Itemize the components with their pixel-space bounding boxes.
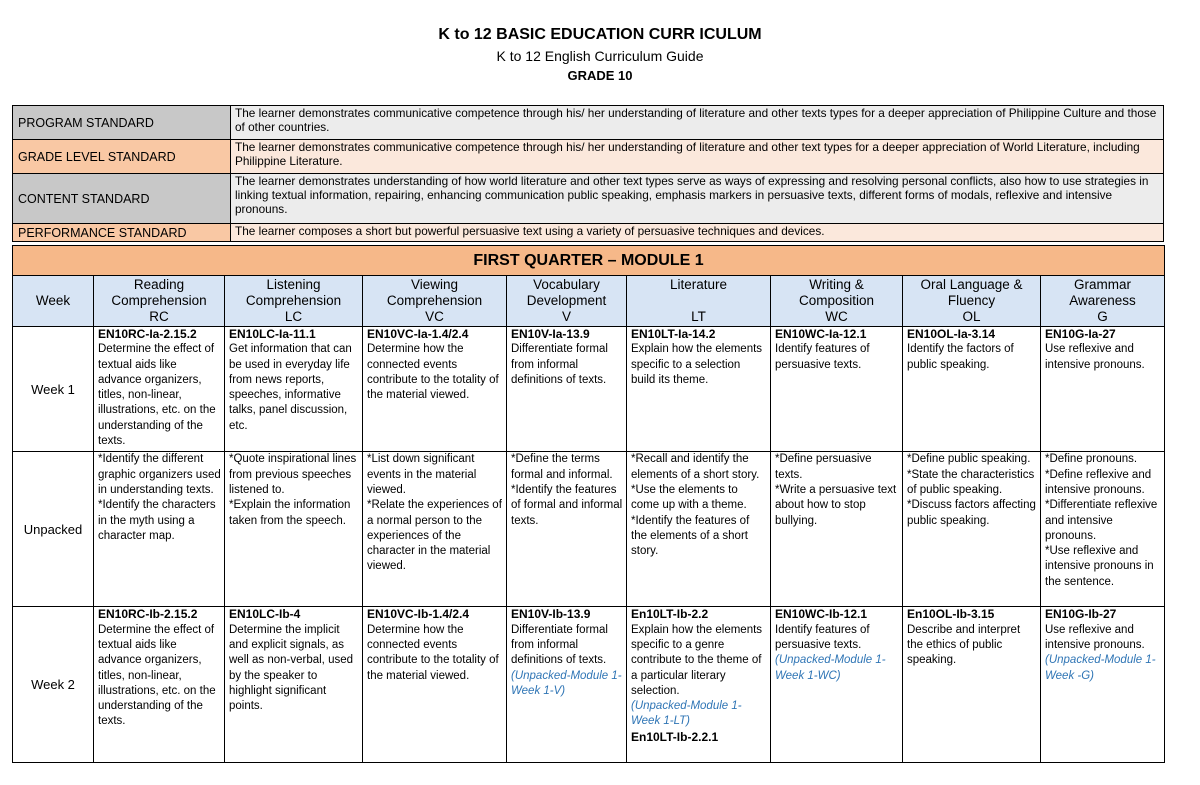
unpacked-item: *Define reflexive and intensive pronouns.: [1045, 468, 1152, 496]
cell-ol: [903, 327, 1041, 452]
header-abbr: LT: [691, 309, 706, 324]
competency-text: Differentiate formal from informal definitions of texts.: [511, 343, 608, 386]
cell-lt: [627, 327, 771, 452]
cell-v: [507, 327, 627, 452]
unpacked-item: *Recall and identify the elements of a short story.: [631, 453, 760, 481]
header-line: [629, 293, 768, 309]
header-line: Viewing: [410, 277, 459, 292]
cell-vc: [363, 607, 507, 763]
unpacked-item: *Define public speaking.: [907, 453, 1031, 466]
competency-text: Determine the effect of textual aids like advance organizers, titles, non-linear, illustrations, etc. on the understanding of the texts.: [98, 623, 216, 728]
unpacked-item: *Define pronouns.: [1045, 453, 1138, 466]
competency-code: En10OL-Ib-3.15: [907, 607, 995, 622]
performance-standard-text: The learner composes a short but powerful persuasive text using a variety of persuasive techniques and devices.: [231, 224, 1164, 242]
competency-code-secondary: En10LT-Ib-2.2.1: [631, 729, 719, 744]
header-abbr: V: [561, 309, 571, 324]
header-line: Listening: [266, 277, 321, 292]
competency-code: EN10LT-Ia-14.2: [631, 327, 716, 341]
unpacked-item: *Explain the information taken from the speech.: [229, 499, 351, 527]
header-line: Oral Language &: [920, 277, 1023, 292]
column-header-lc: [225, 276, 363, 327]
cell-v: [507, 452, 627, 607]
program-standard-label: PROGRAM STANDARD: [13, 106, 231, 140]
cell-vc: [363, 452, 507, 607]
header-line: Fluency: [947, 293, 996, 308]
competency-text: Use reflexive and intensive pronouns.: [1045, 343, 1145, 371]
competency-code: En10LT-Ib-2.2: [631, 607, 709, 622]
column-header-g: [1041, 276, 1165, 327]
competency-code: EN10RC-Ib-2.15.2: [98, 607, 198, 622]
header-line: Grammar: [1074, 277, 1132, 292]
unpacked-item: *Relate the experiences of a normal person to the experiences of the character in the material viewed.: [367, 499, 502, 573]
cell-v: [507, 607, 627, 763]
column-header-v: [507, 276, 627, 327]
competency-code: EN10V-Ib-13.9: [511, 607, 591, 622]
competency-code: EN10V-Ia-13.9: [511, 327, 590, 341]
table-row-week-1: [13, 327, 1165, 452]
cell-vc: [363, 327, 507, 452]
column-header-week: Week: [13, 276, 94, 327]
cell-lt: [627, 607, 771, 763]
cell-rc: [94, 327, 225, 452]
cell-g: [1041, 607, 1165, 763]
header-abbr: G: [1097, 309, 1108, 324]
cell-lc: [225, 607, 363, 763]
table-row-week-2: [13, 607, 1165, 763]
competency-text: Use reflexive and intensive pronouns.: [1045, 623, 1145, 651]
cell-g: [1041, 452, 1165, 607]
header-abbr: LC: [284, 309, 303, 324]
competency-text: Differentiate formal from informal definitions of texts.: [511, 623, 608, 667]
performance-standard-label: PERFORMANCE STANDARD: [13, 224, 231, 242]
competency-text: Explain how the elements specific to a genre contribute to the theme of a particular literary selection.: [631, 623, 763, 697]
standards-table: [12, 105, 1164, 242]
header-line: Writing &: [809, 277, 864, 292]
document-title: K to 12 BASIC EDUCATION CURR ICULUM: [438, 26, 762, 43]
header-line: Comprehension: [111, 293, 207, 308]
competency-code: EN10OL-Ia-3.14: [907, 327, 996, 341]
header-line: Comprehension: [386, 293, 483, 308]
unpacked-item: *Use reflexive and intensive pronouns in the sentence.: [1045, 545, 1154, 588]
cell-ol: [903, 607, 1041, 763]
header-line: Composition: [798, 293, 875, 308]
unpacked-item: *Identify the features of formal and informal texts.: [511, 483, 623, 527]
header-line: Development: [526, 293, 607, 308]
competency-text: Identify features of persuasive texts.: [775, 623, 870, 651]
unpacked-item: *Define persuasive texts.: [775, 453, 872, 481]
unpacked-reference-link: (Unpacked-Module 1-Week 1-LT): [631, 700, 742, 728]
week-label: Unpacked: [13, 452, 94, 607]
competency-code: EN10G-Ib-27: [1045, 607, 1117, 622]
unpacked-item: *Identify the characters in the myth using a character map.: [98, 499, 216, 542]
competency-text: Identify features of persuasive texts.: [775, 343, 870, 371]
cell-lt: [627, 452, 771, 607]
unpacked-item: *Quote inspirational lines from previous speeches listened to.: [229, 453, 357, 496]
content-standard-label: CONTENT STANDARD: [13, 174, 231, 224]
week-label: Week 2: [13, 607, 94, 763]
unpacked-reference-link: (Unpacked-Module 1-Week -G): [1045, 654, 1156, 682]
unpacked-reference-link: (Unpacked-Module 1-Week 1-WC): [775, 654, 886, 682]
competency-code: EN10RC-Ia-2.15.2: [98, 327, 197, 341]
competency-code: EN10VC-Ib-1.4/2.4: [367, 607, 470, 622]
competency-text: Determine how the connected events contribute to the totality of the material viewed.: [367, 623, 499, 682]
unpacked-reference-link: (Unpacked-Module 1-Week 1-V): [511, 669, 622, 697]
unpacked-item: *List down significant events in the material viewed.: [367, 453, 477, 496]
competency-text: Get information that can be used in everyday life from news reports, speeches, informative talks, panel discussion, etc.: [229, 343, 352, 432]
column-header-wc: [771, 276, 903, 327]
column-header-vc: [363, 276, 507, 327]
competency-code: EN10WC-Ia-12.1: [775, 327, 867, 341]
column-header-lt: [627, 276, 771, 327]
grade-label: GRADE 10: [567, 68, 633, 83]
unpacked-item: *Discuss factors affecting public speaking.: [907, 499, 1036, 527]
column-header-rc: [94, 276, 225, 327]
competency-text: Determine the implicit and explicit signals, as well as non-verbal, used by the speaker to highlight significant points.: [229, 623, 354, 713]
unpacked-item: *Write a persuasive text about how to stop bullying.: [775, 483, 897, 527]
grade-level-standard-text: The learner demonstrates communicative competence through his/ her understanding of literature and other text types for a deeper appreciation of World Literature, including Philippine Literature.: [231, 140, 1164, 174]
header-abbr: RC: [149, 309, 169, 324]
unpacked-item: *Use the elements to come up with a theme.: [631, 483, 747, 512]
content-standard-text: The learner demonstrates understanding of how world literature and other text types serve as ways of expressing and resolving personal conflicts, also how to use strategies in linking textual information, repairing, enhancing communication public speaking, emphasis markers in persuasive texts, different forms of modals, reflexive and intensive pronouns.: [231, 174, 1164, 224]
competencies-table: [12, 245, 1165, 763]
competency-text: Describe and interpret the ethics of public speaking.: [907, 623, 1021, 667]
competency-text: Identify the factors of public speaking.: [907, 343, 1014, 371]
header-line: Literature: [669, 277, 728, 292]
document-subtitle: K to 12 English Curriculum Guide: [496, 48, 704, 64]
program-standard-text: The learner demonstrates communicative competence through his/ her understanding of literature and other texts types for a deeper appreciation of Philippine Culture and those of other countries.: [231, 106, 1164, 140]
header-line: Awareness: [1069, 293, 1136, 308]
quarter-title: FIRST QUARTER – MODULE 1: [13, 246, 1165, 276]
cell-g: [1041, 327, 1165, 452]
competency-code: EN10VC-Ia-1.4/2.4: [367, 327, 469, 341]
header-line: Vocabulary: [533, 277, 600, 292]
competency-code: EN10WC-Ib-12.1: [775, 607, 868, 622]
cell-wc: [771, 452, 903, 607]
unpacked-item: *State the characteristics of public speaking.: [907, 468, 1035, 496]
competency-text: Determine the effect of textual aids like advance organizers, titles, non-linear, illustrations, etc. on the understanding of the texts.: [98, 343, 216, 448]
cell-ol: [903, 452, 1041, 607]
cell-rc: [94, 452, 225, 607]
unpacked-item: *Identify the features of the elements of a short story.: [631, 514, 750, 558]
competency-code: EN10G-Ia-27: [1045, 327, 1116, 341]
competency-text: Explain how the elements specific to a selection build its theme.: [631, 343, 763, 386]
competency-code: EN10LC-Ia-11.1: [229, 327, 316, 341]
table-row-unpacked: [13, 452, 1165, 607]
grade-level-standard-label: GRADE LEVEL STANDARD: [13, 140, 231, 174]
week-label: Week 1: [13, 327, 94, 452]
cell-rc: [94, 607, 225, 763]
header-abbr: OL: [962, 309, 981, 324]
cell-lc: [225, 327, 363, 452]
cell-wc: [771, 607, 903, 763]
unpacked-item: *Identify the different graphic organizers used in understanding texts.: [98, 453, 221, 496]
header-abbr: VC: [425, 309, 444, 324]
header-abbr: WC: [825, 309, 848, 324]
competency-text: Determine how the connected events contribute to the totality of the material viewed.: [367, 343, 499, 402]
competency-code: EN10LC-Ib-4: [229, 607, 301, 622]
unpacked-item: *Differentiate reflexive and intensive pronouns.: [1045, 499, 1158, 542]
cell-wc: [771, 327, 903, 452]
cell-lc: [225, 452, 363, 607]
unpacked-item: *Define the terms formal and informal.: [511, 453, 613, 481]
header-line: Comprehension: [245, 293, 342, 308]
header-line: Reading: [133, 277, 185, 292]
column-header-ol: [903, 276, 1041, 327]
